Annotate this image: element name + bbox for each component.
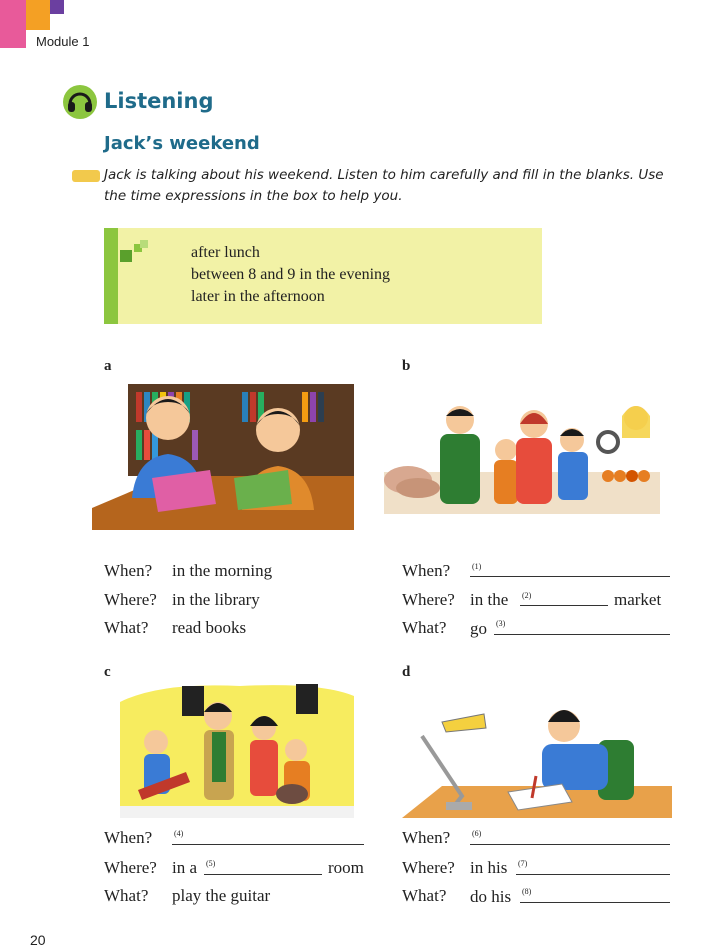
where-label: Where? bbox=[402, 858, 455, 877]
where-prefix: in a bbox=[172, 858, 198, 877]
instructions-line-2: the time expressions in the box to help you. bbox=[104, 188, 403, 204]
music-room-illustration bbox=[120, 682, 354, 818]
where-prefix: in his bbox=[470, 858, 508, 877]
time-expression-item: between 8 and 9 in the evening bbox=[191, 266, 391, 283]
what-answer-c: play the guitar bbox=[172, 886, 271, 905]
time-expression-item: later in the afternoon bbox=[191, 288, 325, 305]
instruction-marker bbox=[72, 170, 100, 182]
answer-blank-7[interactable] bbox=[516, 857, 670, 875]
blank-number-2: (2) bbox=[522, 591, 532, 600]
what-label: What? bbox=[104, 886, 149, 905]
headphones-icon bbox=[62, 84, 98, 120]
answer-blank-5[interactable] bbox=[204, 857, 322, 875]
where-suffix: market bbox=[614, 590, 662, 609]
panel-letter-d: d bbox=[402, 664, 411, 680]
what-prefix: do his bbox=[470, 887, 512, 906]
when-label: When? bbox=[402, 828, 451, 847]
market-illustration bbox=[384, 402, 660, 514]
what-label: What? bbox=[402, 618, 447, 637]
panel-letter-c: c bbox=[104, 664, 111, 680]
blank-number-3: (3) bbox=[496, 619, 506, 628]
where-prefix: in the bbox=[470, 590, 509, 609]
where-label: Where? bbox=[402, 590, 455, 609]
what-label: What? bbox=[402, 886, 447, 905]
panel-letter-a: a bbox=[104, 358, 112, 374]
instructions bbox=[104, 165, 684, 207]
answer-blank-2[interactable] bbox=[520, 588, 608, 606]
time-expressions-list bbox=[191, 242, 390, 308]
where-label: Where? bbox=[104, 858, 157, 877]
page-number: 20 bbox=[30, 932, 46, 948]
blank-number-4: (4) bbox=[174, 829, 184, 838]
blank-number-6: (6) bbox=[472, 829, 482, 838]
what-label: What? bbox=[104, 618, 149, 637]
instructions-line-1: Jack is talking about his weekend. Listen to him carefully and fill in the blanks. Use bbox=[104, 167, 664, 183]
where-label: Where? bbox=[104, 590, 157, 609]
sub-title: Jack’s weekend bbox=[104, 133, 260, 154]
answer-blank-3[interactable] bbox=[494, 617, 670, 635]
blank-number-8: (8) bbox=[522, 887, 532, 896]
answer-blank-1[interactable] bbox=[470, 559, 670, 577]
where-answer-a: in the library bbox=[172, 590, 260, 609]
answer-blank-8[interactable] bbox=[520, 885, 670, 903]
section-title: Listening bbox=[104, 89, 214, 113]
blank-number-7: (7) bbox=[518, 859, 528, 868]
desk-illustration bbox=[402, 706, 672, 818]
library-illustration bbox=[92, 378, 354, 530]
module-label: Module 1 bbox=[36, 34, 90, 49]
answer-blank-4[interactable] bbox=[172, 827, 364, 845]
time-expression-item: after lunch bbox=[191, 244, 260, 261]
when-label: When? bbox=[104, 828, 153, 847]
when-label: When? bbox=[104, 561, 153, 580]
what-prefix: go bbox=[470, 619, 487, 638]
when-answer-a: in the morning bbox=[172, 561, 273, 580]
squares-icon bbox=[120, 240, 150, 266]
answer-blank-6[interactable] bbox=[470, 827, 670, 845]
what-answer-a: read books bbox=[172, 618, 247, 637]
blank-number-5: (5) bbox=[206, 859, 216, 868]
panel-letter-b: b bbox=[402, 358, 411, 374]
where-suffix: room bbox=[328, 858, 364, 877]
when-label: When? bbox=[402, 561, 451, 580]
blank-number-1: (1) bbox=[472, 562, 482, 571]
corner-decoration bbox=[0, 0, 60, 30]
